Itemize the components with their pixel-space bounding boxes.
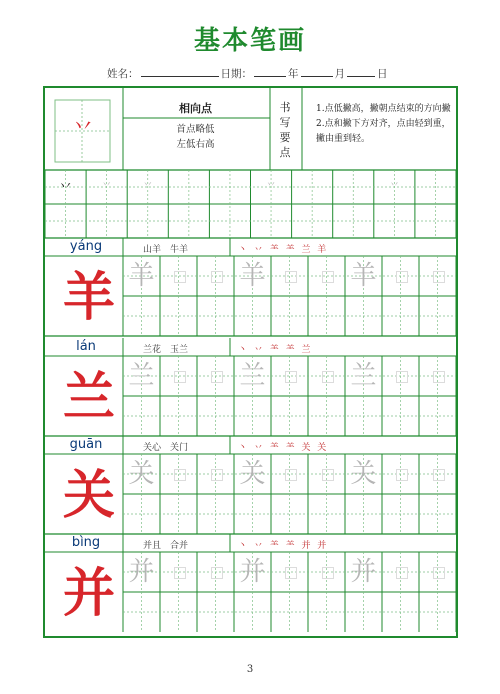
trace-character: 并 bbox=[350, 557, 377, 587]
example-words: 兰花 玉兰 bbox=[143, 345, 189, 355]
stroke-practice-mark: 丷 bbox=[58, 179, 73, 195]
trace-character: 并 bbox=[239, 557, 266, 587]
trace-character: 兰 bbox=[239, 361, 266, 391]
trace-character: 羊 bbox=[128, 261, 155, 291]
trace-hint-box bbox=[433, 371, 445, 383]
trace-hint-box bbox=[433, 469, 445, 481]
page-title: 基本笔画 bbox=[193, 26, 306, 56]
trace-character: 羊 bbox=[350, 261, 377, 291]
trace-hint-box bbox=[433, 567, 445, 579]
trace-hint-box bbox=[211, 271, 223, 283]
trace-character: 关 bbox=[350, 459, 377, 489]
trace-hint-box bbox=[174, 469, 186, 481]
key-label-char: 写 bbox=[279, 116, 291, 129]
model-character: 并 bbox=[62, 563, 115, 624]
page-number: 3 bbox=[246, 664, 254, 675]
trace-hint-box bbox=[285, 567, 297, 579]
char-pinyin: yáng bbox=[69, 239, 103, 254]
char-pinyin: bìng bbox=[71, 535, 101, 550]
day-label: 日 bbox=[377, 68, 388, 80]
trace-hint-box bbox=[433, 271, 445, 283]
trace-character: 并 bbox=[128, 557, 155, 587]
example-words: 并且 合并 bbox=[143, 541, 189, 551]
trace-hint-box bbox=[322, 469, 334, 481]
stroke-order: 丶 丷 ⺷ ⺷ 兰 羊 bbox=[238, 245, 329, 255]
date-label: 日期： bbox=[220, 68, 252, 80]
stroke-practice-mark: 丷 bbox=[389, 180, 400, 191]
stroke-order: 丶 丷 ⺷ ⺷ 兰 bbox=[238, 345, 313, 355]
trace-hint-box bbox=[322, 371, 334, 383]
trace-hint-box bbox=[322, 567, 334, 579]
model-character: 羊 bbox=[62, 267, 115, 328]
trace-hint-box bbox=[322, 271, 334, 283]
trace-character: 关 bbox=[128, 459, 155, 489]
stroke-practice-mark: 丷 bbox=[266, 180, 277, 191]
trace-character: 关 bbox=[239, 459, 266, 489]
trace-hint-box bbox=[174, 567, 186, 579]
stroke-order: 丶 丷 ⺷ ⺷ 关 关 bbox=[238, 443, 329, 453]
key-label-char: 点 bbox=[279, 146, 291, 159]
name-label: 姓名： bbox=[107, 68, 139, 80]
stroke-practice-mark: 丷 bbox=[142, 180, 153, 191]
key-label-char: 要 bbox=[279, 131, 291, 144]
stroke-tip-line1: 首点略低 bbox=[176, 124, 215, 135]
trace-hint-box bbox=[396, 567, 408, 579]
stroke-order: 丶 丷 ⺷ ⺷ 并 并 bbox=[238, 541, 329, 551]
trace-character: 羊 bbox=[239, 261, 266, 291]
key-label-char: 书 bbox=[279, 101, 291, 114]
trace-character: 兰 bbox=[350, 361, 377, 391]
char-pinyin: guān bbox=[69, 437, 103, 452]
stroke-practice-mark: 丷 bbox=[101, 180, 112, 191]
trace-hint-box bbox=[285, 271, 297, 283]
trace-hint-box bbox=[396, 271, 408, 283]
model-character: 关 bbox=[62, 465, 115, 526]
year-label: 年 bbox=[288, 68, 299, 80]
char-pinyin: lán bbox=[76, 339, 96, 354]
key-points-label bbox=[278, 100, 292, 160]
header-stroke-glyph: 丷 bbox=[71, 115, 94, 140]
example-words: 山羊 牛羊 bbox=[143, 245, 189, 255]
trace-hint-box bbox=[211, 567, 223, 579]
trace-hint-box bbox=[396, 371, 408, 383]
model-character: 兰 bbox=[62, 367, 115, 428]
month-label: 月 bbox=[334, 68, 345, 80]
trace-hint-box bbox=[211, 469, 223, 481]
trace-hint-box bbox=[174, 271, 186, 283]
stroke-tip-line2: 左低右高 bbox=[176, 139, 215, 150]
writing-notes: 1.点低撇高，撇朝点结束的方向撇 2.点和撇下方对齐，点由轻到重，撇由重到轻。 bbox=[316, 104, 451, 144]
example-words: 关心 关门 bbox=[143, 443, 189, 453]
stroke-name: 相向点 bbox=[179, 102, 212, 115]
trace-hint-box bbox=[211, 371, 223, 383]
trace-hint-box bbox=[174, 371, 186, 383]
trace-hint-box bbox=[396, 469, 408, 481]
trace-hint-box bbox=[285, 371, 297, 383]
trace-hint-box bbox=[285, 469, 297, 481]
trace-character: 兰 bbox=[128, 361, 155, 391]
